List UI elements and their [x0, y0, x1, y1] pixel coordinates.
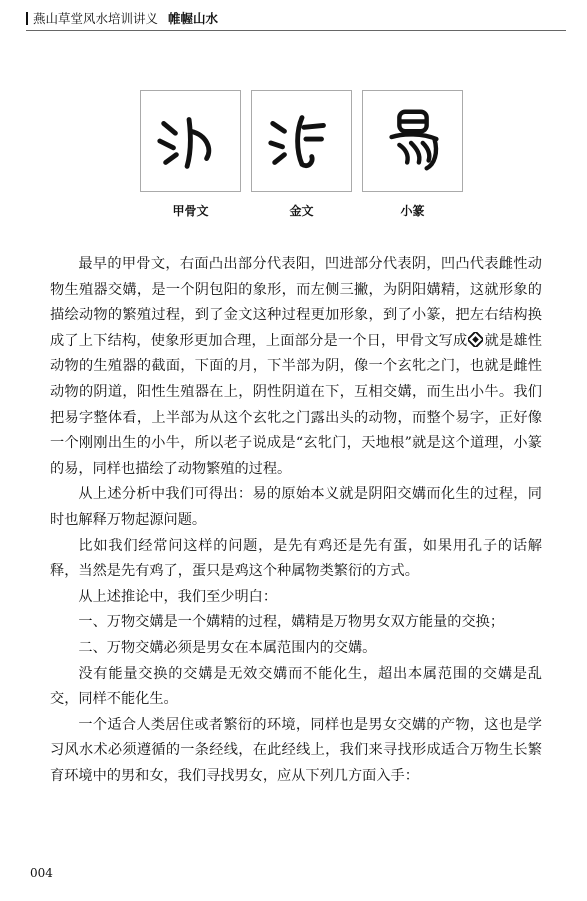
- running-header: [26, 10, 566, 31]
- glyph-box-bronze: [251, 90, 352, 192]
- glyph-card-seal: [362, 90, 463, 219]
- header-title: 燕山草堂风水培训讲义: [33, 11, 159, 26]
- glyph-figure: [140, 90, 466, 230]
- paragraph-1-part-a: 最早的甲骨文，右面凸出部分代表阳，凹进部分代表阴，凹凸代表雌性动物生殖器交媾，是一个阴包阳的象形，而左侧三撇，为阴阳媾精，这就形象的描绘动物的繁殖过程，到了金文这种过程更加形象，到了小篆，把左右结构换成了上下结构，使象形更加合理，上面部分是一个日，甲骨文写成: [50, 256, 542, 349]
- small-seal-yi-glyph-icon: [374, 102, 452, 180]
- glyph-box-oracle: [140, 90, 241, 192]
- page-number: 004: [30, 866, 53, 880]
- main-text: [50, 252, 542, 789]
- paragraph-1: [50, 252, 542, 482]
- header-subtitle: 帷幄山水: [168, 11, 219, 26]
- glyph-box-seal: [362, 90, 463, 192]
- paragraph-5: 一、万物交媾是一个媾精的过程，媾精是万物男女双方能量的交换；: [78, 614, 505, 631]
- glyph-label-seal: 小篆: [400, 204, 425, 218]
- paragraph-2: 从上述分析中我们可得出：易的原始本义就是阴阳交媾而化生的过程，同时也解释万物起源问题。: [50, 486, 542, 528]
- paragraph-4: 从上述推论中，我们至少明白：: [78, 588, 278, 605]
- paragraph-3: 比如我们经常问这样的问题，是先有鸡还是先有蛋，如果用孔子的话解释，当然是先有鸡了，蛋只是鸡这个种属物类繁衍的方式。: [50, 537, 542, 580]
- glyph-label-oracle: 甲骨文: [172, 204, 209, 218]
- oracle-sun-glyph-icon: [468, 332, 483, 347]
- glyph-card-oracle: [140, 90, 241, 219]
- header-bar: [26, 12, 28, 25]
- paragraph-8: 一个适合人类居住或者繁衍的环境，同样也是男女交媾的产物，这也是学习风水术必须遵循的一条经线，在此经线上，我们来寻找形成适合万物生长繁育环境中的男和女，我们寻找男女，应从下列几方面入手：: [50, 716, 542, 784]
- bronze-yi-glyph-icon: [263, 102, 341, 180]
- paragraph-7: 没有能量交换的交媾是无效交媾而不能化生，超出本属范围的交媾是乱交，同样不能化生。: [50, 665, 542, 708]
- glyph-card-bronze: [251, 90, 352, 219]
- glyph-label-bronze: 金文: [289, 204, 314, 218]
- paragraph-1-part-b: 就是雄性动物的生殖器的截面，下面的月，下半部为阴，像一个玄牝之门，也就是雌性动物的阴道，阳性生殖器在上，阴性阴道在下，互相交媾，而生出小牛。我们把易字整体看，上半部为从这个玄牝之门露出头的动物，而整个易字，正好像一个刚刚出生的小牛，所以老子说成是“玄牝门，天地根”就是这个道理，小篆的易，同样也描绘了动物繁殖的过程。: [50, 332, 542, 477]
- oracle-bone-yi-glyph-icon: [152, 102, 230, 180]
- paragraph-6: 二、万物交媾必须是男女在本属范围内的交媾。: [78, 639, 377, 656]
